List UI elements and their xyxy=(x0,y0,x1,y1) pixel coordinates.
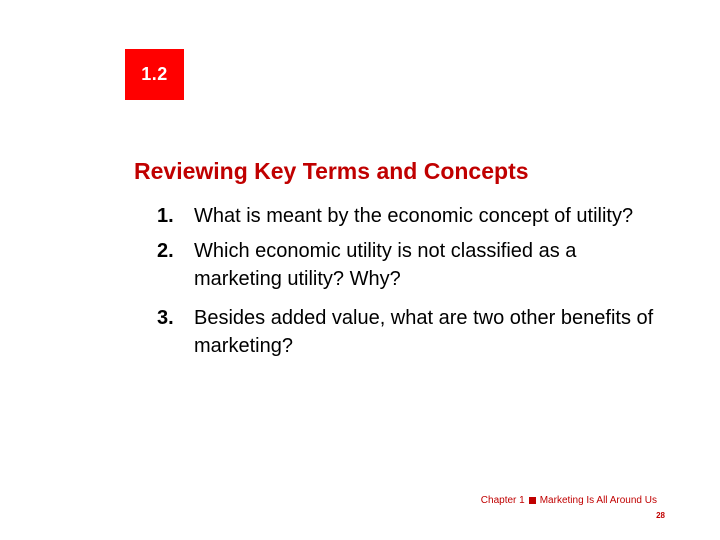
question-item xyxy=(157,202,657,230)
question-item xyxy=(157,237,657,293)
square-bullet-icon xyxy=(529,497,536,504)
question-text: Which economic utility is not classified as a marketing utility? Why? xyxy=(194,240,577,290)
footer-chapter-title: Marketing Is All Around Us xyxy=(539,495,657,506)
question-number: 2. xyxy=(157,240,174,262)
footer-chapter: Chapter 1 xyxy=(480,495,525,506)
question-text: What is meant by the economic concept of utility? xyxy=(194,205,634,227)
slide-title: Reviewing Key Terms and Concepts xyxy=(134,158,529,184)
question-number: 1. xyxy=(157,205,174,227)
section-badge xyxy=(125,49,184,100)
footer xyxy=(481,495,657,506)
question-item xyxy=(157,304,657,360)
question-number: 3. xyxy=(157,307,174,329)
page-number: 28 xyxy=(656,511,665,520)
question-text: Besides added value, what are two other benefits of marketing? xyxy=(194,307,654,357)
question-list xyxy=(157,202,657,367)
section-number: 1.2 xyxy=(141,64,168,84)
